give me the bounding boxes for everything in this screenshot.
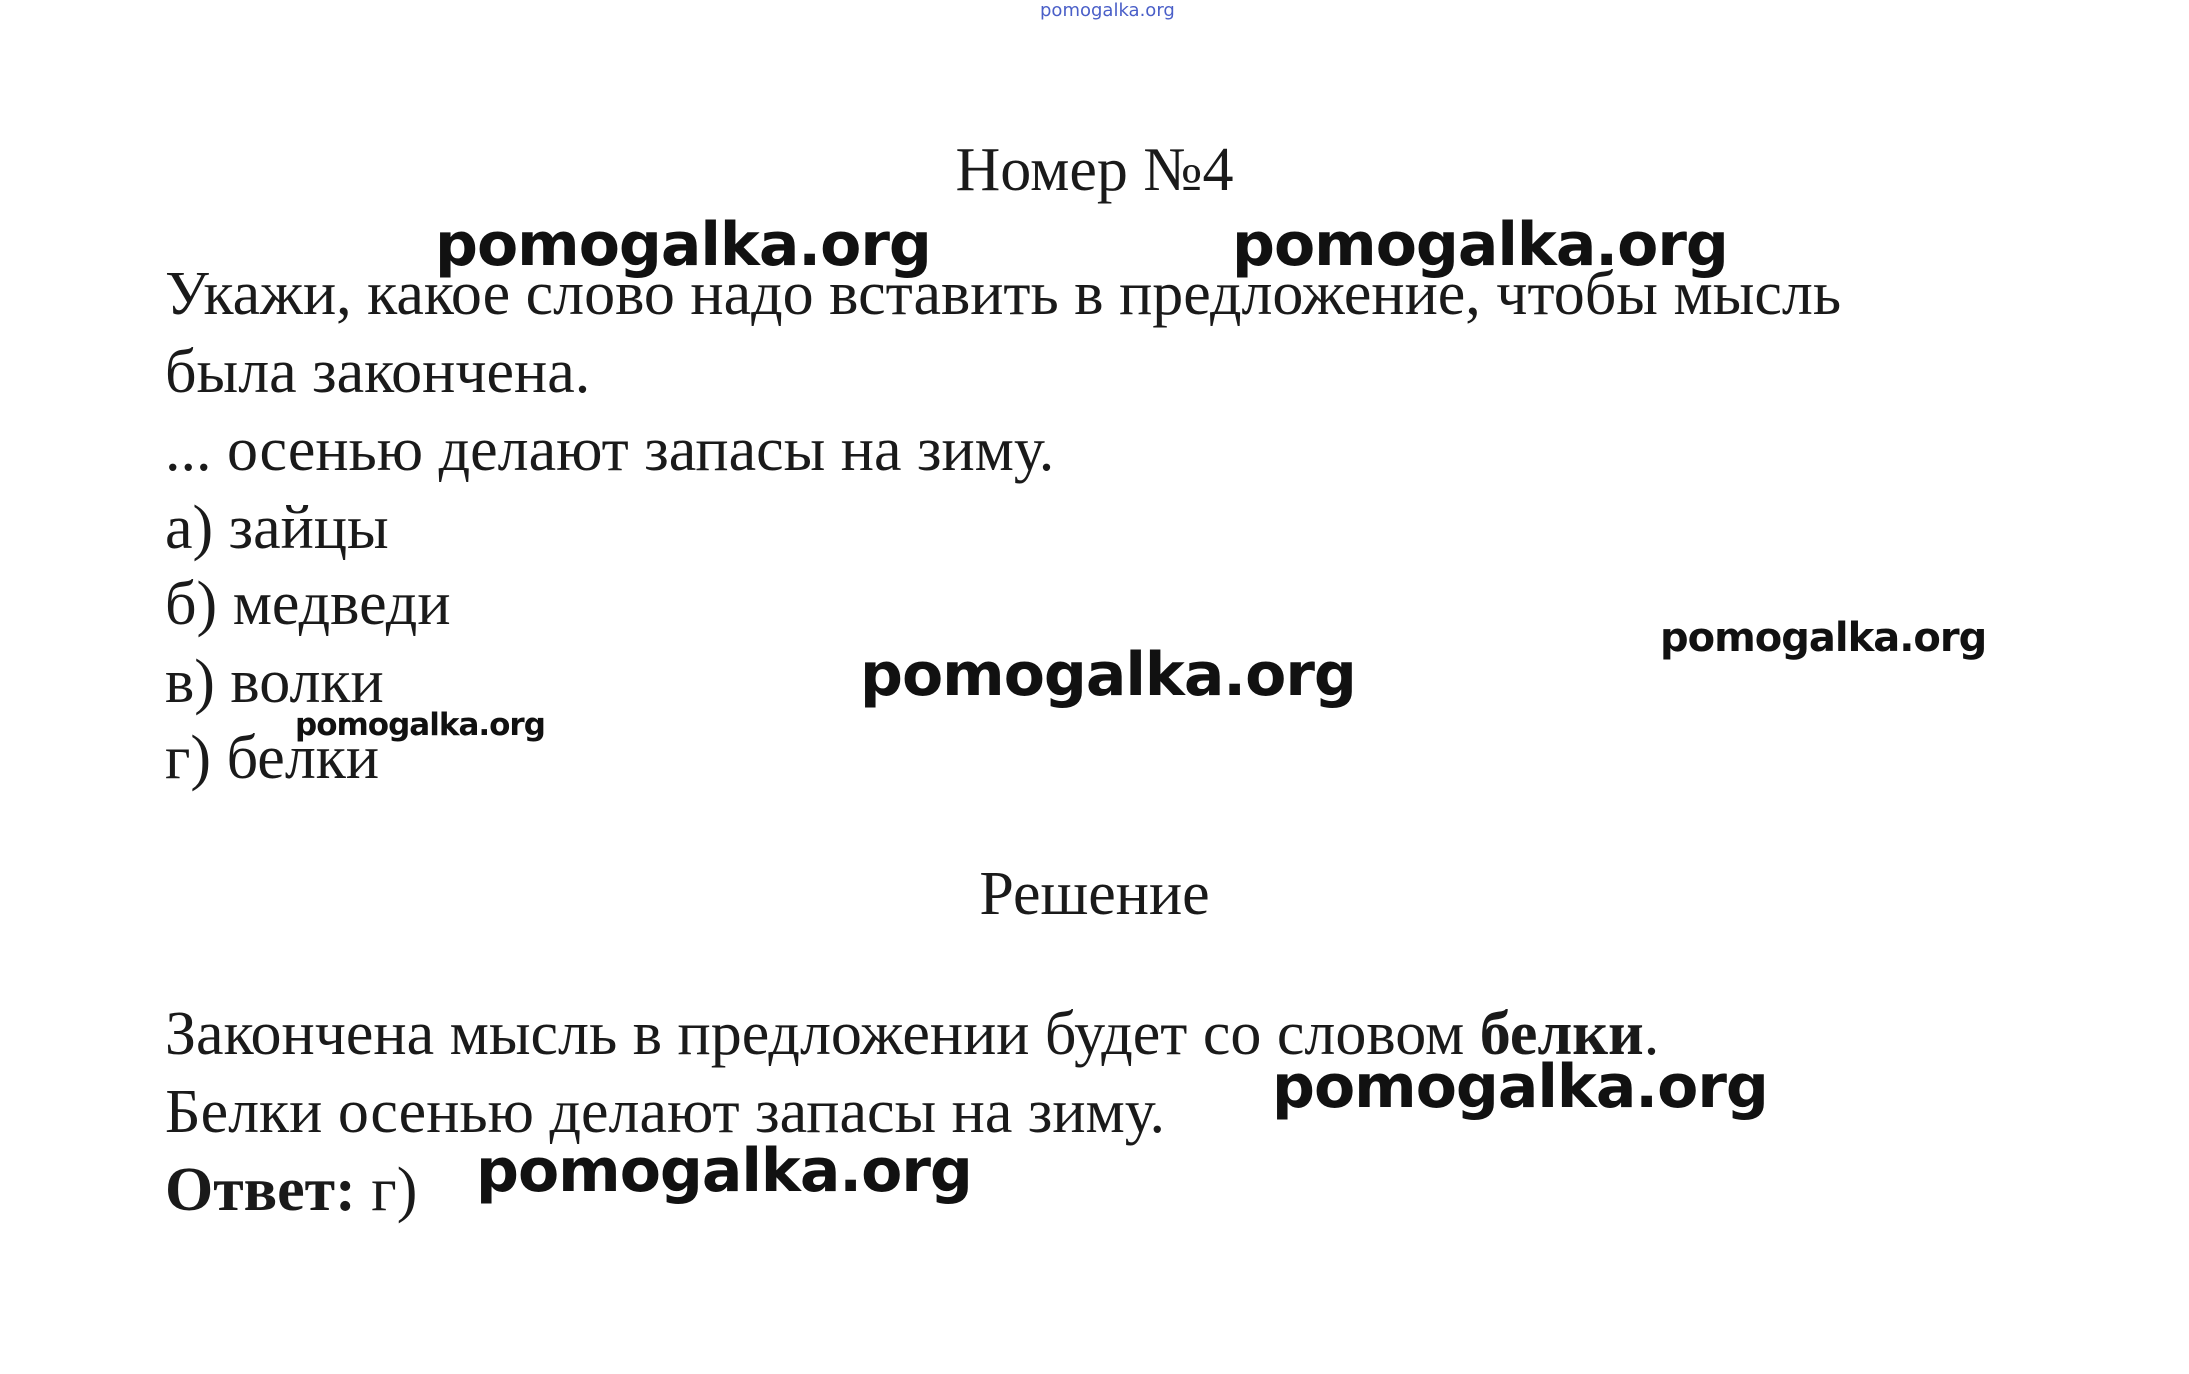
task-sentence: ... осенью делают запасы на зиму. xyxy=(165,416,1055,484)
watermark: pomogalka.org xyxy=(860,640,1356,710)
solution-line-2: Белки осенью делают запасы на зиму. xyxy=(165,1078,1166,1146)
option-b: б) медведи xyxy=(165,570,451,638)
option-c: в) волки xyxy=(165,648,384,716)
solution-line-1-suffix: . xyxy=(1643,1000,1660,1068)
answer-label: Ответ: xyxy=(165,1156,356,1224)
watermark: pomogalka.org xyxy=(1232,210,1728,280)
watermark: pomogalka.org xyxy=(1272,1052,1768,1122)
answer-line xyxy=(165,1152,417,1228)
solution-title xyxy=(0,856,2189,932)
solution-key-word: белки xyxy=(1479,1000,1644,1068)
question-line-1: Укажи, какое слово надо вставить в предложение, чтобы мысль xyxy=(165,260,1842,328)
watermark: pomogalka.org xyxy=(295,707,545,743)
solution-title-text: Решение xyxy=(979,860,1210,928)
watermark: pomogalka.org xyxy=(435,210,931,280)
watermark: pomogalka.org xyxy=(476,1136,972,1206)
option-d: г) белки xyxy=(165,724,380,792)
page-title-text: Номер №4 xyxy=(955,136,1234,204)
question-line-2: была закончена. xyxy=(165,338,591,406)
page-title xyxy=(0,132,2189,208)
option-a: а) зайцы xyxy=(165,494,389,562)
site-mark: pomogalka.org xyxy=(1040,0,1175,21)
answer-value: г) xyxy=(355,1156,418,1224)
watermark: pomogalka.org xyxy=(1660,615,1987,661)
solution-line-1-prefix: Закончена мысль в предложении будет со словом xyxy=(165,1000,1480,1068)
